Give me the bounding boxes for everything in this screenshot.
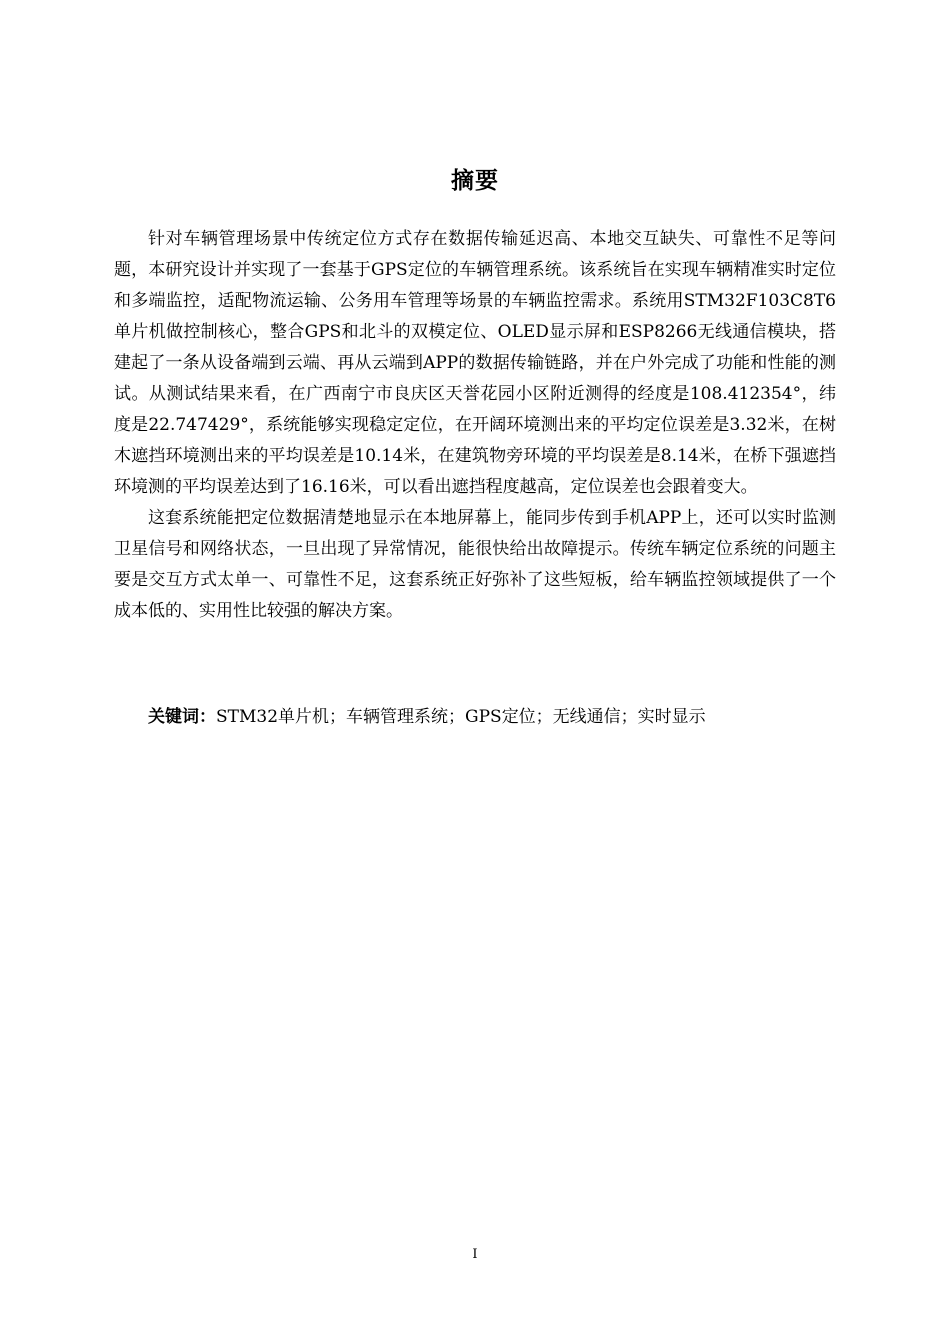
abstract-paragraph-1: 针对车辆管理场景中传统定位方式存在数据传输延迟高、本地交互缺失、可靠性不足等问题，本研究设计并实现了一套基于GPS定位的车辆管理系统。该系统旨在实现车辆精准实时定位和多端监控，适配物流运输、公务用车管理等场景的车辆监控需求。系统用STM32F103C8T6单片机做控制核心，整合GPS和北斗的双模定位、OLED显示屏和ESP8266无线通信模块，搭建起了一条从设备端到云端、再从云端到APP的数据传输链路，并在户外完成了功能和性能的测试。从测试结果来看，在广西南宁市良庆区天誉花园小区附近测得的经度是108.412354°，纬度是22.747429°，系统能够实现稳定定位，在开阔环境测出来的平均定位误差是3.32米，在树木遮挡环境测出来的平均误差是10.14米，在建筑物旁环境的平均误差是8.14米，在桥下强遮挡环境测的平均误差达到了16.16米，可以看出遮挡程度越高，定位误差也会跟着变大。 <box>114 229 836 497</box>
abstract-paragraph-2: 这套系统能把定位数据清楚地显示在本地屏幕上，能同步传到手机APP上，还可以实时监测卫星信号和网络状态，一旦出现了异常情况，能很快给出故障提示。传统车辆定位系统的问题主要是交互方式太单一、可靠性不足，这套系统正好弥补了这些短板，给车辆监控领域提供了一个成本低的、实用性比较强的解决方案。 <box>114 508 836 621</box>
keywords-text: STM32单片机；车辆管理系统；GPS定位；无线通信；实时显示 <box>216 707 706 727</box>
keywords-label: 关键词： <box>148 707 216 727</box>
page-number: I <box>472 1247 478 1262</box>
abstract-body <box>114 224 836 627</box>
keywords-line <box>148 702 848 733</box>
abstract-title: 摘要 <box>451 168 499 194</box>
